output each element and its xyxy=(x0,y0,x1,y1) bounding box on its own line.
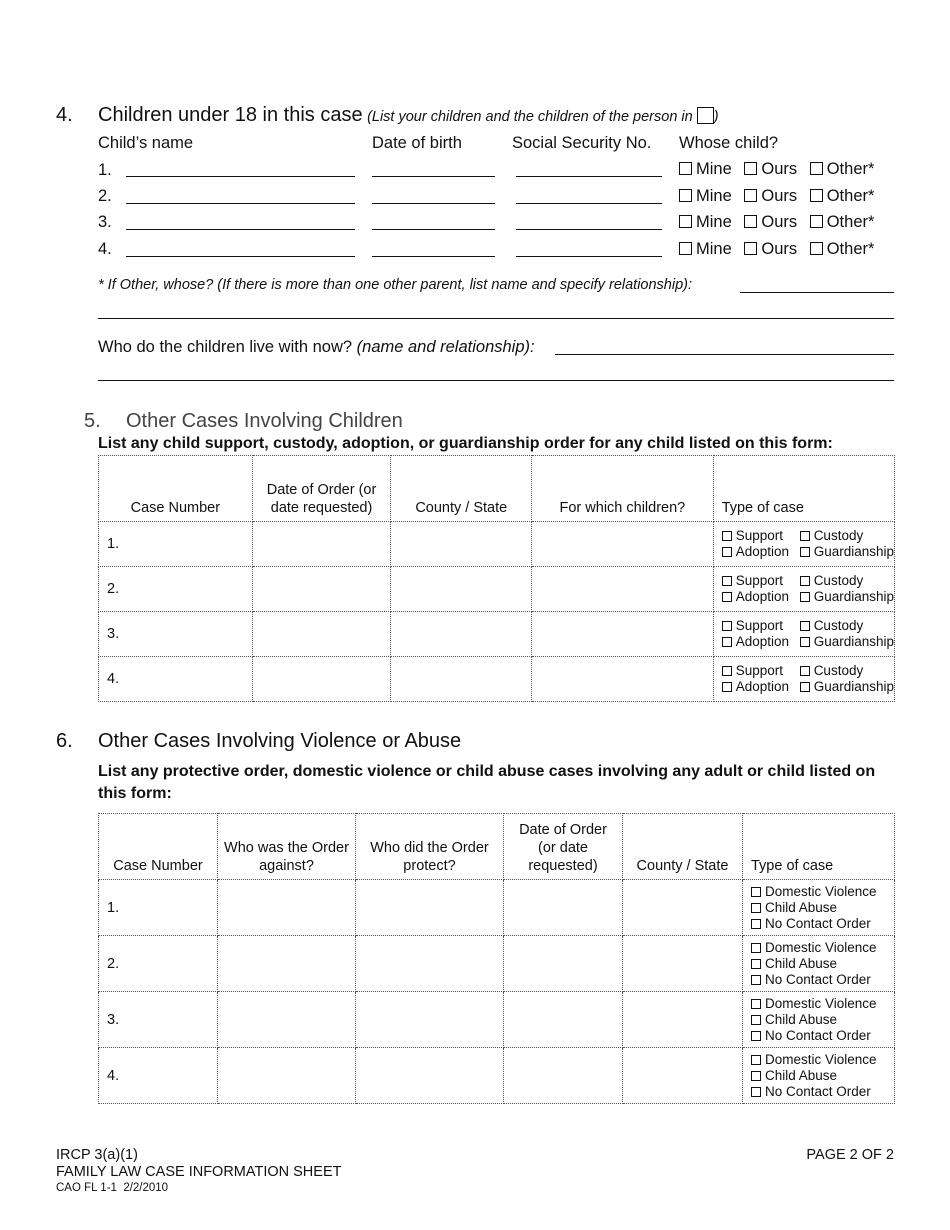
whose-child-options: Mine Ours Other* xyxy=(679,213,874,232)
other-parent-field-line2[interactable] xyxy=(98,318,894,319)
no-contact-order-checkbox[interactable] xyxy=(751,1087,761,1097)
type-of-case-cell: Support Custody Adoption Guardianship xyxy=(713,612,894,657)
domestic-violence-checkbox[interactable] xyxy=(751,943,761,953)
header-county-state: County / State xyxy=(391,456,532,522)
type-of-case-cell: Domestic Violence Child Abuse No Contact Order xyxy=(743,1048,895,1104)
domestic-violence-checkbox[interactable] xyxy=(751,999,761,1009)
guardianship-checkbox[interactable] xyxy=(800,637,810,647)
whose-child-options: Mine Ours Other* xyxy=(679,240,874,259)
col-whose-child: Whose child? xyxy=(679,134,779,152)
order-protect-cell[interactable] xyxy=(356,992,504,1048)
domestic-violence-checkbox[interactable] xyxy=(751,1055,761,1065)
violence-cases-table xyxy=(98,813,895,1104)
section-6-number: 6. xyxy=(56,730,73,752)
table-row xyxy=(99,992,895,1048)
type-of-case-cell: Support Custody Adoption Guardianship xyxy=(713,522,894,567)
dob-field[interactable] xyxy=(372,256,495,257)
child-abuse-checkbox[interactable] xyxy=(751,903,761,913)
table-row xyxy=(99,936,895,992)
order-against-cell[interactable] xyxy=(218,936,356,992)
date-of-order-cell[interactable] xyxy=(252,657,391,702)
child-abuse-checkbox[interactable] xyxy=(751,1015,761,1025)
row-number: 1. xyxy=(98,161,112,179)
case-number-cell[interactable]: 1. xyxy=(99,522,253,567)
table-header-row xyxy=(99,814,895,880)
child-name-field[interactable] xyxy=(126,229,355,230)
other-checkbox[interactable] xyxy=(810,215,823,228)
other-checkbox[interactable] xyxy=(810,242,823,255)
ours-checkbox[interactable] xyxy=(744,189,757,202)
header-county-state: County / State xyxy=(623,814,743,880)
table-row xyxy=(99,657,895,702)
support-checkbox[interactable] xyxy=(722,531,732,541)
mine-checkbox[interactable] xyxy=(679,162,692,175)
which-children-cell[interactable] xyxy=(532,657,714,702)
live-with-field-line2[interactable] xyxy=(98,380,894,381)
dob-field[interactable] xyxy=(372,176,495,177)
adoption-checkbox[interactable] xyxy=(722,682,732,692)
order-against-cell[interactable] xyxy=(218,992,356,1048)
ssn-field[interactable] xyxy=(516,176,662,177)
case-number-cell[interactable]: 2. xyxy=(99,936,218,992)
type-of-case-cell: Support Custody Adoption Guardianship xyxy=(713,657,894,702)
guardianship-checkbox[interactable] xyxy=(800,682,810,692)
ssn-field[interactable] xyxy=(516,229,662,230)
header-which-children: For which children? xyxy=(532,456,714,522)
guardianship-checkbox[interactable] xyxy=(800,592,810,602)
case-number-cell[interactable]: 1. xyxy=(99,880,218,936)
custody-checkbox[interactable] xyxy=(800,531,810,541)
section-4-title: Children under 18 in this case xyxy=(98,104,363,126)
section-5-number: 5. xyxy=(84,410,101,432)
support-checkbox[interactable] xyxy=(722,621,732,631)
ssn-field[interactable] xyxy=(516,256,662,257)
case-number-cell[interactable]: 2. xyxy=(99,567,253,612)
county-state-cell[interactable] xyxy=(623,936,743,992)
county-state-cell[interactable] xyxy=(391,657,532,702)
table-row xyxy=(99,1048,895,1104)
footer-rule: IRCP 3(a)(1) xyxy=(56,1147,138,1163)
section-5-instruction: List any child support, custody, adoption, or guardianship order for any child listed on this form: xyxy=(98,435,833,452)
case-number-cell[interactable]: 4. xyxy=(99,1048,218,1104)
child-abuse-checkbox[interactable] xyxy=(751,1071,761,1081)
order-protect-cell[interactable] xyxy=(356,936,504,992)
type-of-case-cell: Support Custody Adoption Guardianship xyxy=(713,567,894,612)
no-contact-order-checkbox[interactable] xyxy=(751,975,761,985)
dob-field[interactable] xyxy=(372,203,495,204)
header-order-protect: Who did the Order protect? xyxy=(356,814,504,880)
type-of-case-cell: Domestic Violence Child Abuse No Contact Order xyxy=(743,880,895,936)
col-date-of-birth: Date of birth xyxy=(372,134,462,152)
header-date-of-order: Date of Order (or date requested) xyxy=(504,814,623,880)
row-number: 4. xyxy=(98,240,112,258)
order-protect-cell[interactable] xyxy=(356,880,504,936)
row-number: 2. xyxy=(98,187,112,205)
ours-checkbox[interactable] xyxy=(744,162,757,175)
case-number-cell[interactable]: 3. xyxy=(99,992,218,1048)
which-children-cell[interactable] xyxy=(532,522,714,567)
section-6-title: Other Cases Involving Violence or Abuse xyxy=(98,730,462,752)
whose-child-options: Mine Ours Other* xyxy=(679,187,874,206)
date-of-order-cell[interactable] xyxy=(252,567,391,612)
which-children-cell[interactable] xyxy=(532,567,714,612)
header-type-of-case: Type of case xyxy=(743,814,895,880)
col-ssn: Social Security No. xyxy=(512,134,652,152)
domestic-violence-checkbox[interactable] xyxy=(751,887,761,897)
date-of-order-cell[interactable] xyxy=(252,522,391,567)
footer-page-number: PAGE 2 OF 2 xyxy=(806,1147,894,1163)
dob-field[interactable] xyxy=(372,229,495,230)
no-contact-order-checkbox[interactable] xyxy=(751,919,761,929)
ours-checkbox[interactable] xyxy=(744,215,757,228)
custody-checkbox[interactable] xyxy=(800,621,810,631)
header-type-of-case: Type of case xyxy=(713,456,894,522)
whose-child-options: Mine Ours Other* xyxy=(679,160,874,179)
table-header-row xyxy=(99,456,895,522)
support-checkbox[interactable] xyxy=(722,576,732,586)
date-of-order-cell[interactable] xyxy=(504,992,623,1048)
custody-checkbox[interactable] xyxy=(800,576,810,586)
footer-form-id: CAO FL 1-1 2/2/2010 xyxy=(56,1182,169,1194)
order-protect-cell[interactable] xyxy=(356,1048,504,1104)
child-name-field[interactable] xyxy=(126,256,355,257)
child-name-field[interactable] xyxy=(126,176,355,177)
no-contact-order-checkbox[interactable] xyxy=(751,1031,761,1041)
guardianship-checkbox[interactable] xyxy=(800,547,810,557)
county-state-cell[interactable] xyxy=(391,567,532,612)
other-checkbox[interactable] xyxy=(810,162,823,175)
county-state-cell[interactable] xyxy=(391,612,532,657)
mine-checkbox[interactable] xyxy=(679,189,692,202)
ssn-field[interactable] xyxy=(516,203,662,204)
county-state-cell[interactable] xyxy=(623,1048,743,1104)
adoption-checkbox[interactable] xyxy=(722,547,732,557)
table-row xyxy=(99,522,895,567)
row-number: 3. xyxy=(98,213,112,231)
live-with-field[interactable] xyxy=(555,354,894,355)
table-row xyxy=(99,880,895,936)
section-6-instruction: List any protective order, domestic violence or child abuse cases involving any adult or child listed on this form: xyxy=(98,763,876,802)
case-number-cell[interactable]: 4. xyxy=(99,657,253,702)
section-4-number: 4. xyxy=(56,104,73,126)
county-state-cell[interactable] xyxy=(623,992,743,1048)
col-childs-name: Child’s name xyxy=(98,134,194,152)
date-of-order-cell[interactable] xyxy=(504,936,623,992)
case-number-cell[interactable]: 3. xyxy=(99,612,253,657)
header-date-of-order: Date of Order (or date requested) xyxy=(252,456,391,522)
county-state-cell[interactable] xyxy=(623,880,743,936)
other-checkbox[interactable] xyxy=(810,189,823,202)
mine-checkbox[interactable] xyxy=(679,215,692,228)
child-abuse-checkbox[interactable] xyxy=(751,959,761,969)
table-row xyxy=(99,567,895,612)
header-case-number: Case Number xyxy=(99,814,218,880)
mine-checkbox[interactable] xyxy=(679,242,692,255)
live-with-label: Who do the children live with now? (name and relationship): xyxy=(98,338,535,356)
ours-checkbox[interactable] xyxy=(744,242,757,255)
header-order-against: Who was the Order against? xyxy=(218,814,356,880)
child-cases-table xyxy=(98,455,895,702)
adoption-checkbox[interactable] xyxy=(722,592,732,602)
other-parent-note: * If Other, whose? (If there is more than one other parent, list name and specify relationship): xyxy=(98,277,693,293)
footer-form-title: FAMILY LAW CASE INFORMATION SHEET xyxy=(56,1164,342,1180)
custody-checkbox[interactable] xyxy=(800,666,810,676)
child-name-field[interactable] xyxy=(126,203,355,204)
which-children-cell[interactable] xyxy=(532,612,714,657)
order-against-cell[interactable] xyxy=(218,1048,356,1104)
date-of-order-cell[interactable] xyxy=(252,612,391,657)
party-checkbox[interactable] xyxy=(697,107,714,124)
table-row xyxy=(99,612,895,657)
date-of-order-cell[interactable] xyxy=(504,880,623,936)
county-state-cell[interactable] xyxy=(391,522,532,567)
date-of-order-cell[interactable] xyxy=(504,1048,623,1104)
header-case-number: Case Number xyxy=(99,456,253,522)
adoption-checkbox[interactable] xyxy=(722,637,732,647)
type-of-case-cell: Domestic Violence Child Abuse No Contact Order xyxy=(743,936,895,992)
section-4-heading: Children under 18 in this case (List your children and the children of the person in ) xyxy=(98,104,719,126)
section-4-note: (List your children and the children of the person in xyxy=(367,109,693,125)
order-against-cell[interactable] xyxy=(218,880,356,936)
support-checkbox[interactable] xyxy=(722,666,732,676)
type-of-case-cell: Domestic Violence Child Abuse No Contact Order xyxy=(743,992,895,1048)
section-5-title: Other Cases Involving Children xyxy=(126,410,403,432)
other-parent-field[interactable] xyxy=(740,292,894,293)
